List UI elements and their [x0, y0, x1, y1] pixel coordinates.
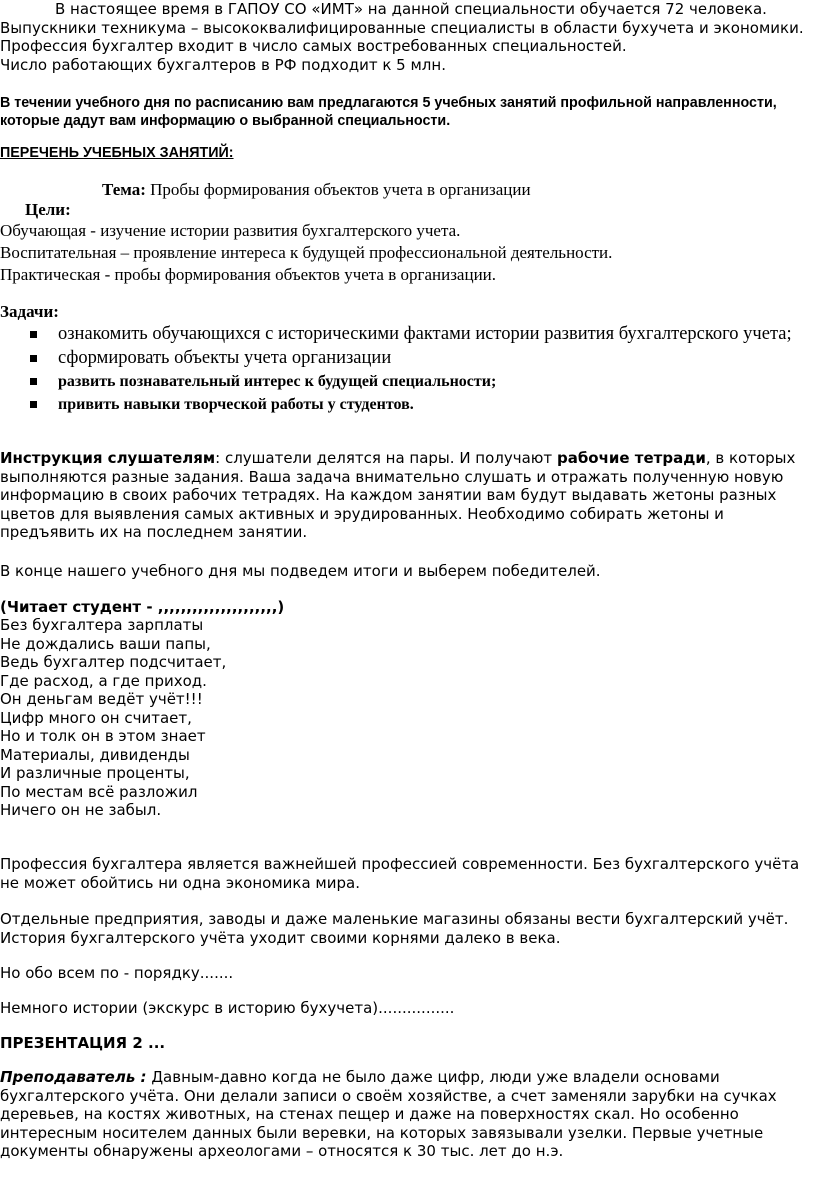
- goal-item: Практическая - пробы формирования объектов учета в организации.: [0, 265, 497, 284]
- instruction-label: Инструкция слушателям: [0, 449, 216, 467]
- intro-block: [0, 0, 810, 74]
- poem-line: Он деньгам ведёт учёт!!!: [0, 690, 203, 708]
- enterprises-paragraph: Отдельные предприятия, заводы и даже маленькие магазины обязаны вести бухгалтерский учёт. История бухгалтерского учёта уходит своими корнями далеко в века.: [0, 910, 789, 947]
- instruction-bold: рабочие тетради: [556, 449, 706, 467]
- task-text: привить навыки творческой работы у студентов.: [58, 396, 414, 413]
- poem-line: Где расход, а где приход.: [0, 671, 207, 690]
- teacher-paragraph: [0, 1068, 810, 1161]
- poem-line: По местам всё разложил: [0, 782, 198, 801]
- intro-line-1: В настоящее время в ГАПОУ СО «ИМТ» на данной специальности обучается 72 человека.: [55, 0, 767, 18]
- poem: [0, 616, 810, 820]
- announcement: В течении учебного дня по расписанию вам предлагаются 5 учебных занятий профильной направленности, которые дадут вам информацию о выбранной специальности.: [0, 95, 777, 129]
- history-excursion-line: Немного истории (экскурс в историю бухучета)................: [0, 999, 455, 1017]
- profession-paragraph: Профессия бухгалтера является важнейшей профессией современности. Без бухгалтерского учёта не может обойтись ни одна экономика мира.: [0, 855, 800, 892]
- bullet-square-icon: [30, 331, 37, 338]
- topic-line: [102, 180, 802, 200]
- list-heading: ПЕРЕЧЕНЬ УЧЕБНЫХ ЗАНЯТИЙ:: [0, 145, 234, 161]
- instruction-text-2: , в которых выполняются разные задания. Ваша задача внимательно слушать и отражать полученную новую информацию в своих рабочих тетрадях. На каждом занятии вам будут выдавать жетоны разных цветов для выявления самых активных и эрудированных. Необходимо собирать жетоны и предъявить их на последнем занятии.: [0, 449, 796, 541]
- topic-label: Тема:: [102, 180, 146, 199]
- intro-line-2: Выпускники техникума – высококвалифицированные специалисты в области бухучета и экономики.: [0, 18, 804, 37]
- poem-line: Ведь бухгалтер подсчитает,: [0, 653, 227, 671]
- bullet-square-icon: [30, 378, 37, 385]
- teacher-label: Преподаватель :: [0, 1068, 147, 1086]
- task-text: развить познавательный интерес к будущей специальности;: [58, 373, 497, 390]
- student-reads: (Читает студент - ,,,,,,,,,,,,,,,,,,,,,): [0, 598, 285, 616]
- poem-line: И различные проценты,: [0, 764, 190, 782]
- task-item: [0, 393, 814, 416]
- goals-heading: Цели:: [25, 200, 71, 219]
- presentation-heading: ПРЕЗЕНТАЦИЯ 2 ...: [0, 1034, 166, 1052]
- goals-list: [0, 220, 810, 286]
- task-text: сформировать объекты учета организации: [58, 348, 392, 368]
- poem-line: Не дождались ваши папы,: [0, 634, 211, 653]
- summary-line: В конце нашего учебного дня мы подведем итоги и выберем победителей.: [0, 562, 601, 580]
- poem-line: Материалы, дивиденды: [0, 745, 190, 764]
- task-item: [0, 322, 814, 346]
- bullet-square-icon: [30, 355, 37, 362]
- poem-line: Но и толк он в этом знает: [0, 727, 206, 745]
- poem-line: Ничего он не забыл.: [0, 801, 162, 819]
- intro-line-3: Профессия бухгалтер входит в число самых востребованных специальностей.: [0, 37, 627, 55]
- intro-line-4: Число работающих бухгалтеров в РФ подходит к 5 млн.: [0, 55, 446, 74]
- in-order-line: Но обо всем по - порядку.......: [0, 964, 234, 982]
- instruction-paragraph: [0, 449, 810, 542]
- goal-item: Обучающая - изучение истории развития бухгалтерского учета.: [0, 221, 461, 240]
- instruction-text-1: : слушатели делятся на пары. И получают: [215, 449, 557, 467]
- poem-line: Цифр много он считает,: [0, 708, 192, 727]
- task-item: [0, 346, 814, 370]
- goal-item: Воспитательная – проявление интереса к будущей профессиональной деятельности.: [0, 243, 613, 262]
- tasks-heading: Задачи:: [0, 302, 59, 321]
- teacher-text: Давным-давно когда не было даже цифр, люди уже владели основами бухгалтерского учёта. Они делали записи о своём хозяйстве, а счет заменяли зарубки на сучках деревьев, на костях животных, на стенах пещер и даже на поверхностях скал. Но особенно интересным носителем данных были веревки, на которых завязывали узелки. Первые учетные документы обнаружены археологами – относятся к 30 тыс. лет до н.э.: [0, 1068, 777, 1160]
- topic-text: Пробы формирования объектов учета в организации: [145, 180, 531, 199]
- poem-line: Без бухгалтера зарплаты: [0, 616, 204, 634]
- tasks-list: [0, 322, 814, 416]
- task-item: [0, 370, 814, 393]
- bullet-square-icon: [30, 401, 37, 408]
- task-text: ознакомить обучающихся с историческими фактами истории развития бухгалтерского учета;: [58, 324, 792, 344]
